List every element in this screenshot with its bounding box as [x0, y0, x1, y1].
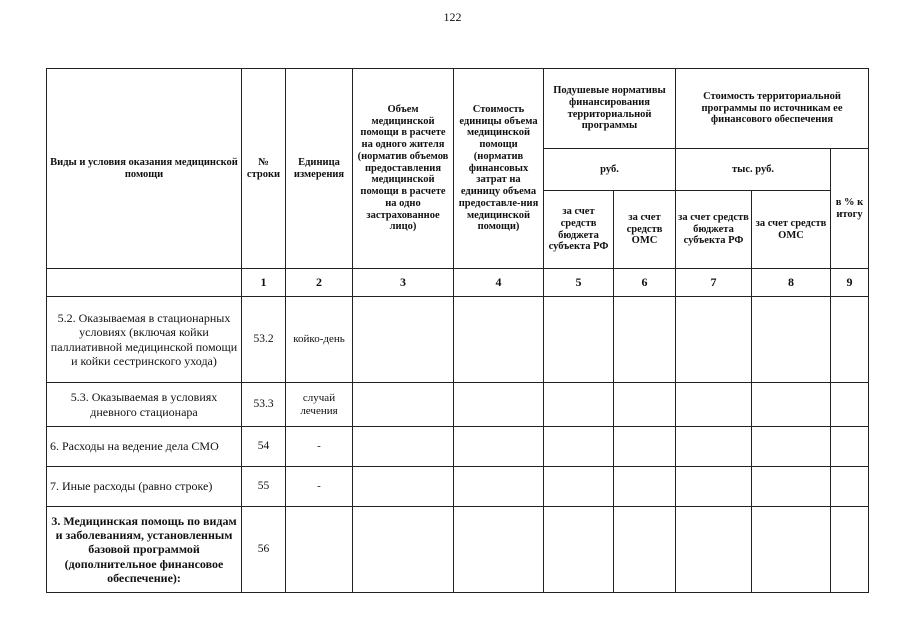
table-cell	[752, 467, 831, 507]
column-number-cell: 2	[286, 269, 353, 297]
table-cell	[614, 297, 676, 383]
table-cell	[831, 507, 869, 593]
column-number-cell: 6	[614, 269, 676, 297]
table-cell	[544, 507, 614, 593]
column-number-cell: 9	[831, 269, 869, 297]
column-number-cell	[47, 269, 242, 297]
table-cell	[752, 297, 831, 383]
table-cell	[752, 383, 831, 427]
table-cell	[831, 383, 869, 427]
table-cell	[614, 427, 676, 467]
table-cell	[614, 467, 676, 507]
column-number-cell: 1	[242, 269, 286, 297]
table-row	[47, 507, 869, 593]
table-row	[47, 297, 869, 383]
row-unit: случай лечения	[286, 383, 353, 427]
header-per-capita: Подушевые нормативы финансирования территориальной программы	[544, 69, 676, 149]
row-unit: -	[286, 467, 353, 507]
table-cell	[544, 383, 614, 427]
column-number-cell: 3	[353, 269, 454, 297]
table-cell	[614, 383, 676, 427]
page-number: 122	[443, 10, 462, 24]
header-service-type: Виды и условия оказания медицинской помощи	[47, 69, 242, 269]
header-cost-sources: Стоимость территориальной программы по источникам ее финансового обеспечения	[676, 69, 869, 149]
column-number-cell: 7	[676, 269, 752, 297]
table-cell	[544, 297, 614, 383]
header-percent-total: в % к итогу	[831, 149, 869, 269]
table-cell	[353, 507, 454, 593]
header-budget-rf: за счет средств бюджета субъекта РФ	[544, 191, 614, 269]
row-unit	[286, 507, 353, 593]
table-cell	[454, 383, 544, 427]
table-cell	[454, 297, 544, 383]
table-cell	[614, 507, 676, 593]
header-rub: руб.	[544, 149, 676, 191]
row-number: 56	[242, 507, 286, 593]
table-cell	[454, 507, 544, 593]
table-cell	[353, 427, 454, 467]
header-volume: Объем медицинской помощи в расчете на одного жителя (норматив объемов предоставления медицинской помощи в расчете на одно застрахованное лицо)	[353, 69, 454, 269]
table-cell	[676, 427, 752, 467]
row-number: 55	[242, 467, 286, 507]
header-oms-2: за счет средств ОМС	[752, 191, 831, 269]
column-number-cell: 4	[454, 269, 544, 297]
row-name: 7. Иные расходы (равно строке)	[47, 467, 242, 507]
table-cell	[353, 383, 454, 427]
table-cell	[831, 467, 869, 507]
row-unit: -	[286, 427, 353, 467]
row-unit: койко-день	[286, 297, 353, 383]
financing-table	[46, 68, 869, 593]
table-cell	[676, 507, 752, 593]
header-unit-cost: Стоимость единицы объема медицинской помощи (норматив финансовых затрат на единицу объема предоставле-ния медицинской помощи)	[454, 69, 544, 269]
table-cell	[454, 427, 544, 467]
table-row	[47, 383, 869, 427]
table-row	[47, 467, 869, 507]
table-cell	[676, 297, 752, 383]
table-cell	[676, 467, 752, 507]
row-number: 54	[242, 427, 286, 467]
table-cell	[454, 467, 544, 507]
row-name: 3. Медицинская помощь по видам и заболеваниям, установленным базовой программой (дополнительное финансовое обеспечение):	[47, 507, 242, 593]
table-cell	[831, 297, 869, 383]
table-cell	[831, 427, 869, 467]
row-number: 53.2	[242, 297, 286, 383]
column-number-cell: 8	[752, 269, 831, 297]
header-unit: Единица измерения	[286, 69, 353, 269]
header-oms: за счет средств ОМС	[614, 191, 676, 269]
table-cell	[353, 467, 454, 507]
row-name: 6. Расходы на ведение дела СМО	[47, 427, 242, 467]
header-thous-rub: тыс. руб.	[676, 149, 831, 191]
table-cell	[353, 297, 454, 383]
row-name: 5.2. Оказываемая в стационарных условиях (включая койки паллиативной медицинской помощи и койки сестринского ухода)	[47, 297, 242, 383]
table-cell	[752, 507, 831, 593]
table-row	[47, 427, 869, 467]
row-name: 5.3. Оказываемая в условиях дневного стационара	[47, 383, 242, 427]
table-cell	[676, 383, 752, 427]
column-number-row	[47, 269, 869, 297]
header-row-number: № строки	[242, 69, 286, 269]
column-number-cell: 5	[544, 269, 614, 297]
table-cell	[544, 427, 614, 467]
header-budget-rf-2: за счет средств бюджета субъекта РФ	[676, 191, 752, 269]
row-number: 53.3	[242, 383, 286, 427]
table-cell	[544, 467, 614, 507]
table-cell	[752, 427, 831, 467]
